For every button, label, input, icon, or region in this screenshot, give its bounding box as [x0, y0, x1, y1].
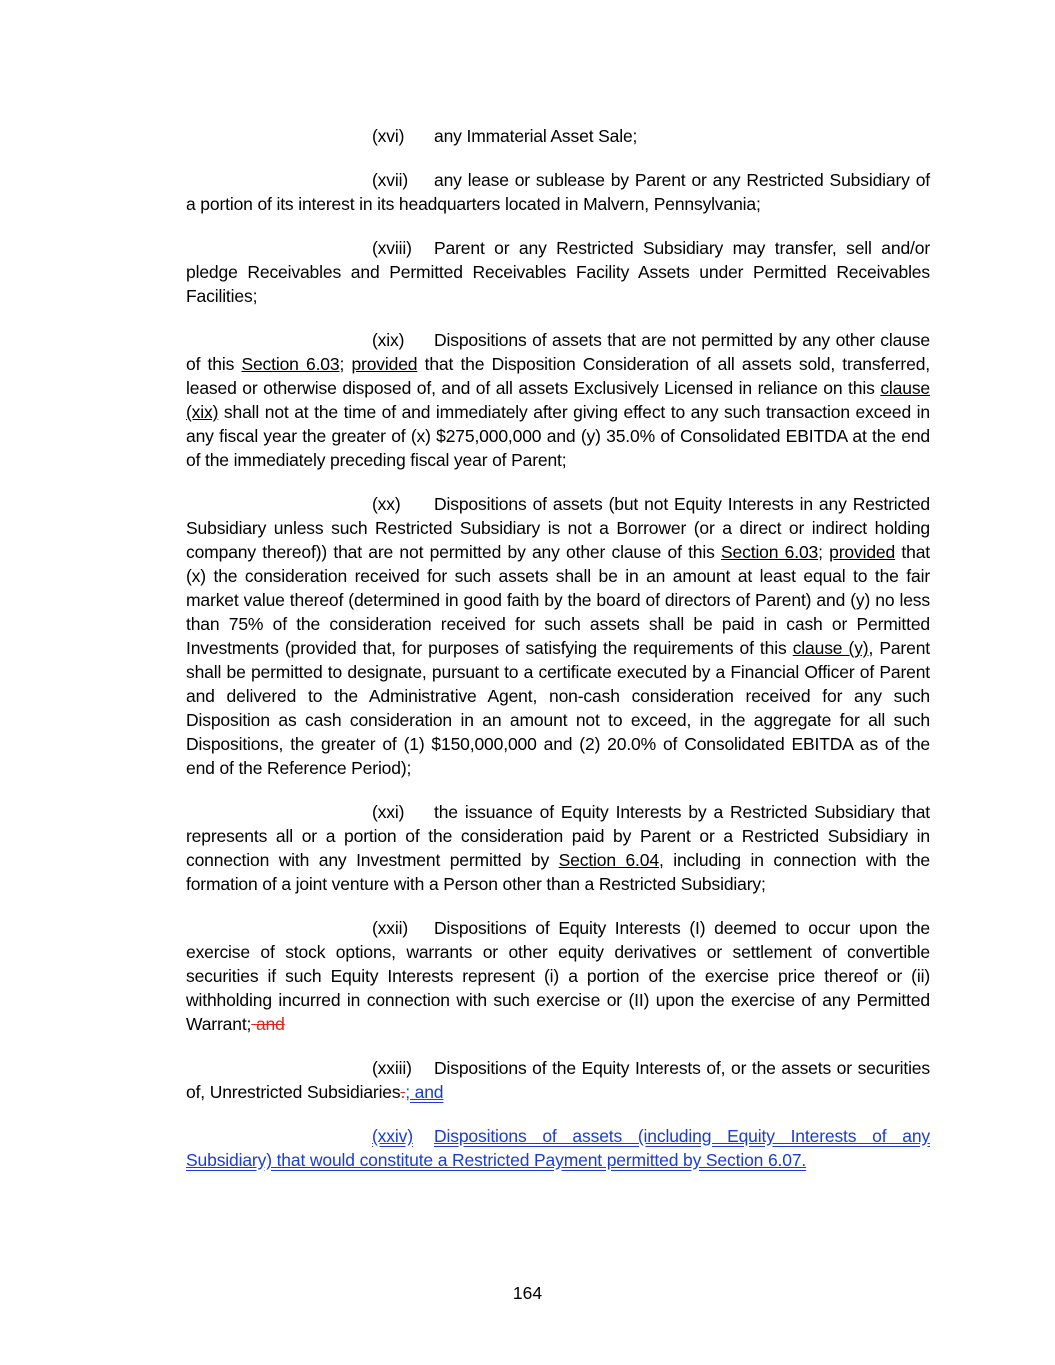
clause-text: ;	[339, 354, 352, 374]
proviso-term: provided	[829, 542, 896, 562]
proviso-term: provided	[351, 354, 418, 374]
clause-xx	[186, 492, 930, 780]
clause-xxii	[186, 916, 930, 1036]
clause-xvi	[186, 124, 930, 148]
clause-number: (xviii)	[372, 238, 412, 258]
clause-number: (xxii)	[372, 918, 409, 938]
section-reference: Section 6.03	[721, 542, 819, 562]
section-reference: Section 6.03	[241, 354, 340, 374]
clause-text: that (x) the consideration received for such assets shall be in an amount at least equal to the fair market value thereof (determined in good faith by the board of directors of Parent) and (y) no less than 75% of the consideration received for such assets shall be paid in cash or Permitted Investments (provided that, for purposes of satisfying the requirements of this	[186, 542, 930, 658]
clause-text: that the Disposition Consideration of all assets sold, transferred, leased or otherwise disposed of, and of all assets Exclusively Licensed in reliance on this	[186, 354, 930, 398]
clause-text: the issuance of Equity Interests by a Restricted Subsidiary that represents all or a portion of the consideration paid by Parent or a Restricted Subsidiary in connection with any Investment permitted by	[186, 802, 930, 870]
clause-xviii	[186, 236, 930, 308]
clause-text: Dispositions of Equity Interests (I) deemed to occur upon the exercise of stock options, warrants or other equity derivatives or settlement of convertible securities if such Equity Interests represent (i) a portion of the exercise price thereof or (ii) withholding incurred in connection with such exercise or (II) upon the exercise of any Permitted Warrant;	[186, 918, 930, 1034]
clause-number: (xvii)	[372, 170, 409, 190]
clause-xxi	[186, 800, 930, 896]
clause-number: (xx)	[372, 494, 401, 514]
clause-text: Dispositions of assets (but not Equity Interests in any Restricted Subsidiary unless such Restricted Subsidiary is not a Borrower (or a direct or indirect holding company thereof)) that are not permitted by any other clause of this	[186, 494, 930, 562]
clause-reference: clause (xix)	[186, 378, 930, 422]
clause-number: (xix)	[372, 330, 405, 350]
clause-number: (xxiii)	[372, 1058, 412, 1078]
inserted-text: Dispositions of assets (including Equity Interests of any Subsidiary) that would constitute a Restricted Payment permitted by Section 6.07.	[186, 1126, 930, 1170]
page-number: 164	[512, 1283, 543, 1303]
deleted-text: and	[251, 1014, 285, 1034]
clause-text: any Immaterial Asset Sale;	[434, 126, 638, 146]
clause-reference: clause (y)	[792, 638, 869, 658]
clause-number: (xxiv)	[372, 1126, 413, 1146]
clause-xxiii	[186, 1056, 930, 1104]
clause-xvii	[186, 168, 930, 216]
clause-text: , Parent shall be permitted to designate, pursuant to a certificate executed by a Financial Officer of Parent and delivered to the Administrative Agent, non-cash consideration received for any such Disposition as cash consideration in an amount not to exceed, in the aggregate for all such Dispositions, the greater of (1) $150,000,000 and (2) 20.0% of Consolidated EBITDA as of the end of the Reference Period);	[186, 638, 930, 778]
clause-text: Dispositions of the Equity Interests of, or the assets or securities of, Unrestricted Subsidiaries	[186, 1058, 930, 1102]
clause-text: any lease or sublease by Parent or any Restricted Subsidiary of a portion of its interest in its headquarters located in Malvern, Pennsylvania;	[186, 170, 930, 214]
clause-number: (xvi)	[372, 126, 405, 146]
clause-xix	[186, 328, 930, 472]
clause-text: , including in connection with the formation of a joint venture with a Person other than a Restricted Subsidiary;	[186, 850, 930, 894]
clause-text: ;	[818, 542, 830, 562]
clause-text: shall not at the time of and immediately after giving effect to any such transaction exceed in any fiscal year the greater of (x) $275,000,000 and (y) 35.0% of Consolidated EBITDA at the end of the immediately preceding fiscal year of Parent;	[186, 402, 930, 470]
section-reference: Section 6.04	[558, 850, 659, 870]
document-body	[186, 124, 930, 1192]
clause-xxiv	[186, 1124, 930, 1172]
deleted-text: .	[400, 1082, 406, 1102]
clause-text: Parent or any Restricted Subsidiary may transfer, sell and/or pledge Receivables and Permitted Receivables Facility Assets under Permitted Receivables Facilities;	[186, 238, 930, 306]
inserted-text: ; and	[405, 1082, 444, 1102]
clause-number: (xxi)	[372, 802, 405, 822]
clause-text: Dispositions of assets that are not permitted by any other clause of this	[186, 330, 930, 374]
